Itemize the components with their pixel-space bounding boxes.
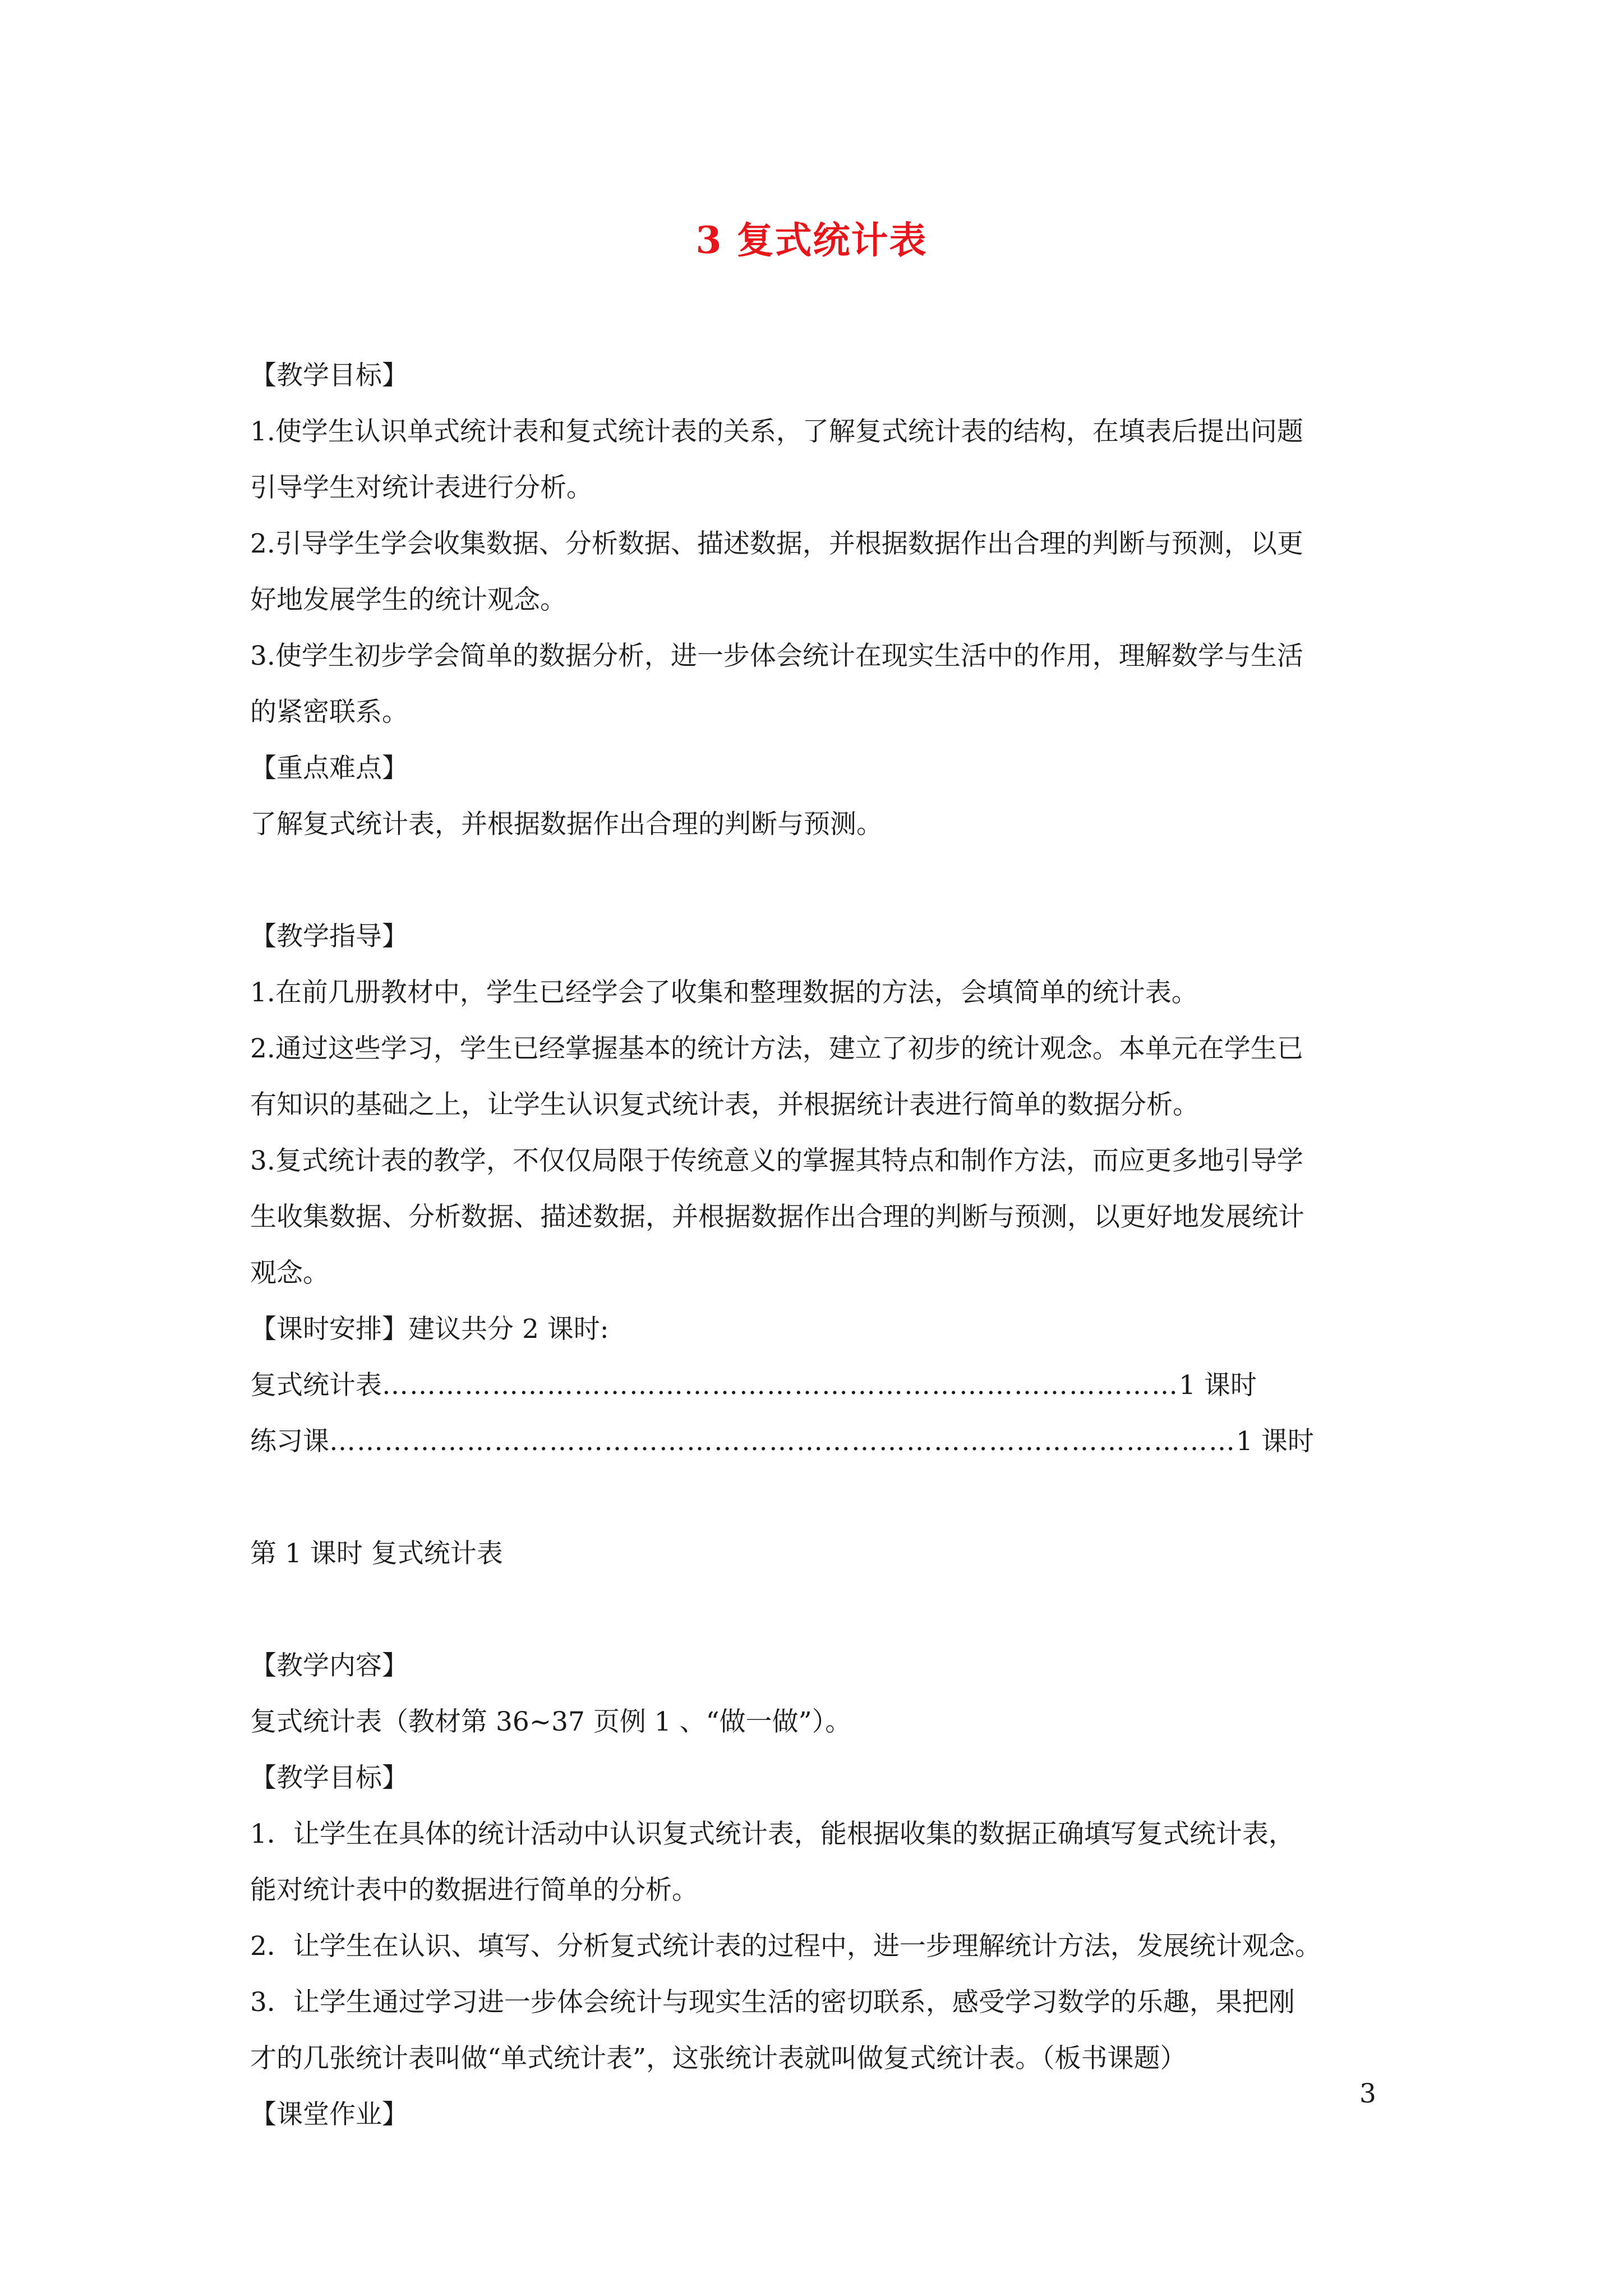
paragraph-line: 1.在前几册教材中，学生已经学会了收集和整理数据的方法，会填简单的统计表。 <box>250 977 1198 1008</box>
paragraph-line: 1．让学生在具体的统计活动中认识复式统计表，能根据收集的数据正确填写复式统计表， <box>250 1819 1295 1849</box>
paragraph-line: 能对统计表中的数据进行简单的分析。 <box>250 1875 698 1906</box>
schedule-item-value: 1 课时 <box>1236 1426 1314 1457</box>
section-heading-teaching-goals: 【教学目标】 <box>250 360 408 391</box>
paragraph-line: 观念。 <box>250 1258 329 1289</box>
lesson-title: 第 1 课时 复式统计表 <box>250 1538 503 1569</box>
section-heading-classwork: 【课堂作业】 <box>250 2099 408 2130</box>
spacer <box>250 853 1383 909</box>
section-heading-teaching-content: 【教学内容】 <box>250 1650 408 1681</box>
schedule-item-name: 练习课 <box>250 1426 329 1457</box>
page-title: 3 复式统计表 <box>695 218 928 262</box>
document-body <box>250 348 1383 2143</box>
paragraph-line: 引导学生对统计表进行分析。 <box>250 472 593 503</box>
paragraph-line: 3．让学生通过学习进一步体会统计与现实生活的密切联系，感受学习数学的乐趣，果把刚 <box>250 1987 1295 2018</box>
section-heading-key-points: 【重点难点】 <box>250 753 408 784</box>
paragraph-line: 1.使学生认识单式统计表和复式统计表的关系，了解复式统计表的结构，在填表后提出问题 <box>250 416 1303 447</box>
spacer <box>250 1470 1383 1526</box>
schedule-item-name: 复式统计表 <box>250 1370 382 1401</box>
section-heading-schedule: 【课时安排】建议共分 2 课时: <box>250 1314 609 1345</box>
section-heading-teaching-goals-2: 【教学目标】 <box>250 1763 408 1793</box>
paragraph-line: 2．让学生在认识、填写、分析复式统计表的过程中，进一步理解统计方法，发展统计观念。 <box>250 1931 1321 1962</box>
paragraph-line: 2.通过这些学习，学生已经掌握基本的统计方法，建立了初步的统计观念。本单元在学生已 <box>250 1033 1303 1064</box>
paragraph-line: 复式统计表（教材第 36~37 页例 1 、“做一做”）。 <box>250 1706 852 1737</box>
schedule-row <box>250 1414 1314 1470</box>
leader-dots: …………………………………………………………………………… <box>382 1370 1179 1401</box>
leader-dots: ……………………………………………………………………………………… <box>329 1426 1236 1457</box>
paragraph-line: 了解复式统计表，并根据数据作出合理的判断与预测。 <box>250 809 883 840</box>
schedule-row <box>250 1358 1257 1414</box>
page-number: 3 <box>1359 2078 1376 2109</box>
spacer <box>250 1582 1383 1638</box>
paragraph-line: 生收集数据、分析数据、描述数据，并根据数据作出合理的判断与预测，以更好地发展统计 <box>250 1202 1304 1232</box>
section-heading-teaching-guidance: 【教学指导】 <box>250 921 408 952</box>
schedule-item-value: 1 课时 <box>1179 1370 1257 1401</box>
paragraph-line: 才的几张统计表叫做“单式统计表”，这张统计表就叫做复式统计表。（板书课题） <box>250 2043 1187 2074</box>
paragraph-line: 有知识的基础之上，让学生认识复式统计表，并根据统计表进行简单的数据分析。 <box>250 1089 1199 1120</box>
paragraph-line: 的紧密联系。 <box>250 697 408 728</box>
paragraph-line: 2.引导学生学会收集数据、分析数据、描述数据，并根据数据作出合理的判断与预测，以更 <box>250 528 1303 559</box>
paragraph-line: 3.使学生初步学会简单的数据分析，进一步体会统计在现实生活中的作用，理解数学与生活 <box>250 641 1303 671</box>
paragraph-line: 3.复式统计表的教学，不仅仅局限于传统意义的掌握其特点和制作方法，而应更多地引导学 <box>250 1145 1303 1176</box>
paragraph-line: 好地发展学生的统计观念。 <box>250 585 566 615</box>
